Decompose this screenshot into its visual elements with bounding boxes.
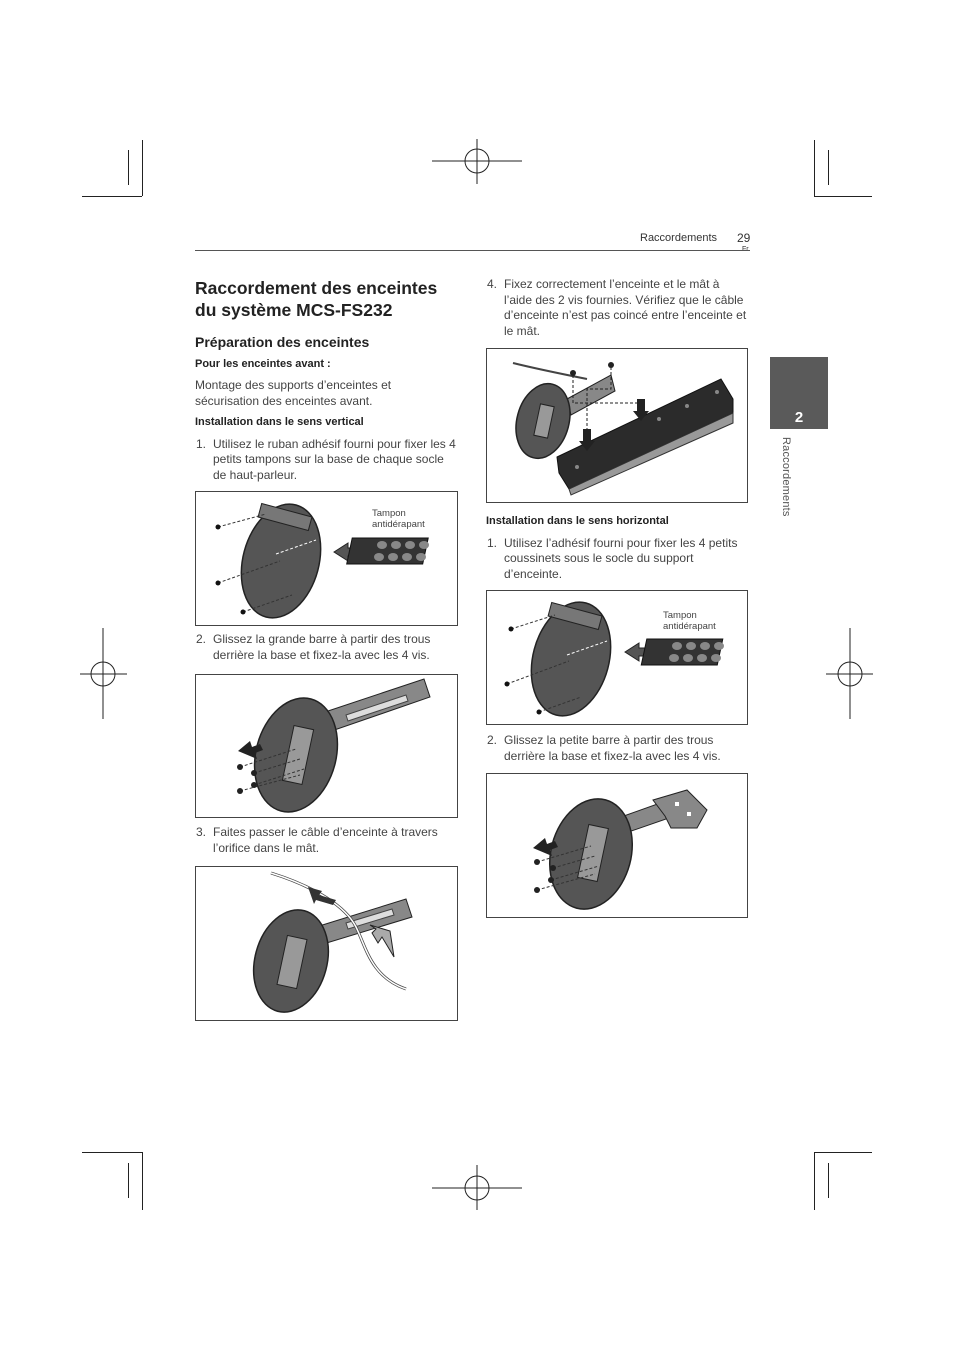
chapter-tab (770, 357, 828, 429)
registration-mark (432, 139, 524, 185)
chapter-side-label: Raccordements (780, 437, 792, 517)
illustration (196, 867, 457, 1020)
crop-mark (128, 1163, 129, 1198)
registration-mark (432, 1165, 524, 1211)
step-number: 1. (487, 535, 498, 550)
registration-mark (826, 628, 874, 720)
step-text: Fixez correctement l’enceinte et le mât à l’aide des 2 vis fournies. Vérifiez que le câble d’enceinte n’est pas coincé entre l’enceinte et le mât. (504, 277, 747, 338)
page-number: 29 (737, 231, 751, 245)
step-text: Glissez la grande barre à partir des trous derrière la base et fixez-la avec les 4 vis. (213, 632, 431, 662)
crop-mark (142, 140, 143, 196)
crop-mark (128, 150, 129, 185)
illustration (196, 675, 457, 817)
illustration (487, 774, 747, 917)
crop-mark (828, 1163, 829, 1198)
left-column (195, 277, 457, 483)
right-step-2 (486, 733, 748, 764)
front-speakers-heading: Pour les enceintes avant : (195, 357, 331, 370)
crop-mark (142, 1152, 143, 1210)
subsection-title: Préparation des enceintes (195, 334, 370, 350)
crop-mark (814, 196, 872, 197)
right-step-4 (486, 277, 748, 339)
figure-attach-speaker (486, 348, 748, 503)
header-rule (195, 250, 750, 251)
running-header: Raccordements (640, 232, 718, 244)
step-text: Utilisez l’adhésif fourni pour fixer les 4 petits coussinets sous le socle du support d’enceinte. (504, 535, 738, 581)
step-item (195, 437, 457, 484)
figure-cable-routing (195, 866, 458, 1021)
illustration (487, 349, 747, 502)
step-number: 2. (196, 632, 207, 646)
crop-mark (82, 196, 142, 197)
step-number: 2. (487, 733, 498, 747)
figure-pads-horizontal (486, 590, 748, 725)
step-text: Faites passer le câble d’enceinte à travers l’orifice dans le mât. (213, 825, 438, 855)
step-number: 1. (196, 436, 207, 451)
figure-large-bar (195, 674, 458, 818)
left-step-3 (195, 825, 457, 856)
step-item (486, 277, 748, 339)
section-title: Raccordement des enceintes du système MCS-FS232 (195, 278, 438, 320)
step-text: Glissez la petite barre à partir des trous derrière la base et fixez-la avec les 4 vis. (504, 733, 721, 763)
pad-label: Tampon antidérapant (372, 508, 425, 530)
front-speakers-text: Montage des supports d’enceintes et sécurisation des enceintes avant. (195, 378, 392, 408)
left-step-2 (195, 632, 457, 663)
step-text: Utilisez le ruban adhésif fourni pour fixer les 4 petits tampons sur la base de chaque socle de haut-parleur. (213, 436, 456, 482)
crop-mark (814, 140, 815, 196)
horizontal-install-heading: Installation dans le sens horizontal (486, 515, 669, 527)
step-number: 3. (196, 825, 207, 839)
figure-small-bar (486, 773, 748, 918)
step-number: 4. (487, 277, 498, 291)
registration-mark (80, 628, 128, 720)
step-item (486, 536, 748, 583)
figure-pads-vertical (195, 491, 458, 626)
step-item (486, 733, 748, 764)
chapter-number: 2 (794, 409, 804, 426)
crop-mark (814, 1152, 872, 1153)
vertical-install-heading: Installation dans le sens vertical (195, 416, 364, 428)
crop-mark (814, 1152, 815, 1210)
crop-mark (828, 150, 829, 185)
right-horizontal-section (486, 514, 748, 582)
pad-label: Tampon antidérapant (663, 610, 716, 632)
step-item (195, 825, 457, 856)
step-item (195, 632, 457, 663)
crop-mark (82, 1152, 142, 1153)
